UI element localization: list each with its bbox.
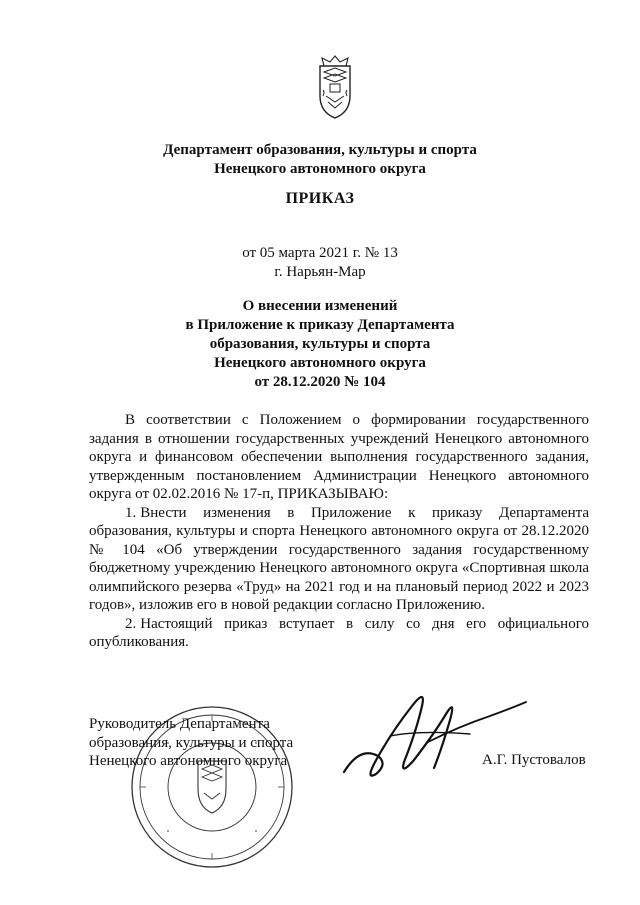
department-line-2: Ненецкого автономного округа	[214, 161, 426, 177]
order-item-2	[89, 615, 589, 652]
signatory-position	[89, 715, 293, 771]
order-date-block	[0, 244, 640, 282]
subject-line-5: от 28.12.2020 № 104	[254, 374, 386, 390]
order-date-number: от 05 марта 2021 г. № 13	[242, 245, 398, 261]
order-title: ПРИКАЗ	[285, 190, 355, 207]
order-body	[89, 411, 589, 652]
handwritten-signature	[330, 676, 530, 796]
subject-line-3: образования, культуры и спорта	[209, 336, 431, 352]
order-subject	[0, 297, 640, 392]
position-line-2: образования, культуры и спорта	[89, 734, 294, 751]
preamble-paragraph: В соответствии с Положением о формировании государственного задания в отношении государственных учреждений Ненецкого автономного округа и финансовом обеспечении выполнения государственного задания, утвержденным постановлением Администрации Ненецкого автономного округа от 02.02.2016 № 17-п, ПРИКАЗЫВАЮ:	[89, 412, 589, 502]
item-number: 2.	[125, 615, 137, 632]
signatory-name: А.Г. Пустовалов	[482, 752, 586, 768]
position-line-3: Ненецкого автономного округа	[89, 753, 288, 769]
order-city: г. Нарьян-Мар	[274, 264, 366, 280]
subject-line-1: О внесении изменений	[242, 298, 398, 314]
subject-line-2: в Приложение к приказу Департамента	[185, 317, 455, 333]
order-item-1	[89, 504, 589, 615]
item-number: 1.	[125, 504, 137, 521]
subject-line-4: Ненецкого автономного округа	[214, 355, 426, 371]
department-line-1: Департамент образования, культуры и спорта	[163, 142, 477, 158]
position-line-1: Руководитель Департамента	[89, 716, 270, 732]
department-heading	[0, 141, 640, 179]
coat-of-arms-icon	[312, 52, 358, 122]
item-text: Внести изменения в Приложение к приказу Департамента образования, культуры и спорта Ненецкого автономного округа от 28.12.2020 № 104 «Об утверждении государственного задания государственному бюджетному учреждению Ненецкого автономного округа «Спортивная школа олимпийского резерва «Труд» на 2021 год и на плановый период 2022 и 2023 годов», изложив его в новой редакции согласно Приложению.	[89, 504, 589, 613]
item-text: Настоящий приказ вступает в силу со дня его официального опубликования.	[89, 615, 589, 650]
